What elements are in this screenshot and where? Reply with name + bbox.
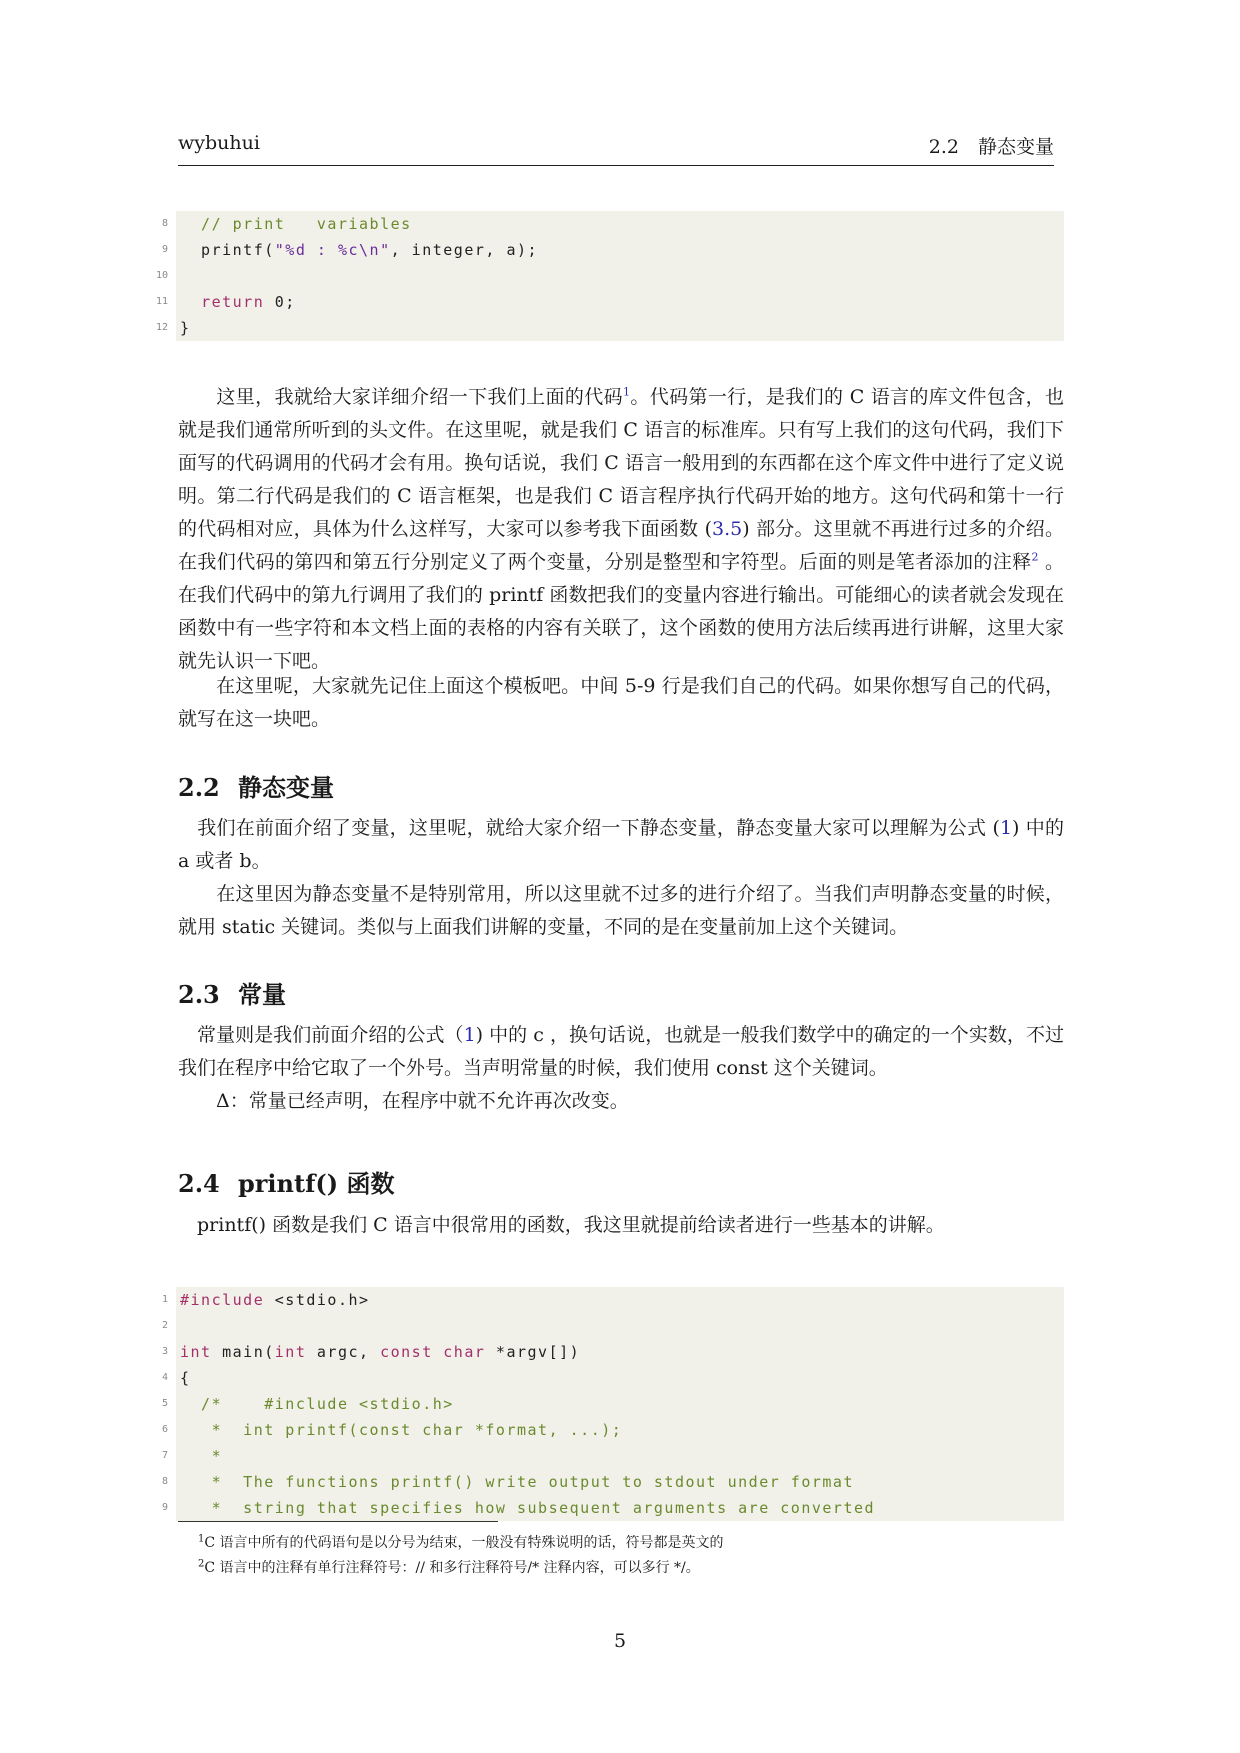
para-text: ) 中的 a 或者 b。	[178, 817, 1064, 872]
para-text: 这里，我就给大家详细介绍一下我们上面的代码	[216, 386, 623, 408]
code-token: const char	[380, 1343, 486, 1361]
code-line	[161, 1417, 1064, 1443]
code-token: #include	[180, 1291, 265, 1309]
code-line	[161, 1313, 1064, 1339]
code-token: // print variables	[180, 215, 412, 233]
code-line	[161, 1469, 1064, 1495]
code-line	[161, 237, 1064, 263]
code-token: *argv[])	[485, 1343, 581, 1361]
footnote-text: C 语言中所有的代码语句是以分号为结束，一般没有特殊说明的话，符号都是英文的	[204, 1535, 724, 1551]
code-line	[161, 211, 1064, 237]
line-number: 3	[161, 1346, 168, 1357]
paragraph-static-intro	[178, 812, 1064, 878]
para-text: printf() 函数是我们 C 语言中很常用的函数，我这里就提前给读者进行一些基本的讲解。	[197, 1214, 945, 1236]
line-number: 2	[161, 1320, 168, 1331]
code-token: "%d : %c\n"	[274, 241, 391, 259]
para-text: 。代码第一行，是我们的 C 语言的库文件包含，也就是我们通常所听到的头文件。在这里呢，就是我们 C 语言的标准库。只有写上我们的这句代码，我们下面写的代码调用的代码才会有用。换句话说，我们 C 语言一般用到的东西都在这个库文件中进行了定义说明。第二行代码是我们的 C 语言框架，也是我们 C 语言程序执行代码开始的地方。这句代码和第十一行的代码相对应，具体为什么这样写，大家可以参考我下面函数 (	[178, 386, 1064, 540]
footnote-mark: 2	[198, 1558, 205, 1570]
footnote-2	[198, 1556, 700, 1580]
section-heading-2-2	[178, 768, 334, 803]
line-number: 9	[161, 1502, 168, 1513]
paragraph-constant-note	[178, 1085, 1064, 1118]
section-number: 2.4	[178, 1169, 220, 1198]
footnote-1	[198, 1531, 724, 1555]
line-number: 5	[161, 1398, 168, 1409]
footnote-ref-2[interactable]: 2	[1031, 550, 1039, 564]
code-line	[161, 1339, 1064, 1365]
line-number: 1	[161, 1294, 168, 1305]
paragraph-static-keyword	[178, 878, 1064, 944]
line-number: 12	[155, 322, 168, 333]
function-ref-link[interactable]: 3.5	[712, 518, 743, 540]
code-line	[161, 1365, 1064, 1391]
para-text: 我们在前面介绍了变量，这里呢，就给大家介绍一下静态变量，静态变量大家可以理解为公式 (	[197, 817, 1000, 839]
footnote-text: C 语言中的注释有单行注释符号：// 和多行注释符号/* 注释内容，可以多行 */。	[204, 1560, 700, 1576]
footnote-rule	[178, 1521, 498, 1522]
code-token: return	[201, 293, 265, 311]
section-heading-2-4	[178, 1164, 394, 1199]
para-text: 常量则是我们前面介绍的公式（	[197, 1024, 464, 1046]
line-number: 6	[161, 1424, 168, 1435]
line-number: 8	[161, 218, 168, 229]
section-heading-2-3	[178, 975, 286, 1010]
line-number: 4	[161, 1372, 168, 1383]
section-number: 2.3	[178, 980, 220, 1009]
paragraph-code-explanation	[178, 381, 1064, 678]
footnote-ref-1[interactable]: 1	[623, 385, 630, 399]
line-number: 10	[155, 270, 168, 281]
code-token: argc,	[306, 1343, 381, 1361]
code-token: {	[180, 1369, 191, 1387]
code-token: int	[180, 1343, 212, 1361]
code-line	[155, 289, 1064, 315]
code-listing-1	[155, 211, 1064, 341]
section-title: 常量	[238, 980, 286, 1009]
code-token: , integer, a);	[390, 241, 539, 259]
para-text: ) 中的 c ，换句话说，也就是一般我们数学中的确定的一个实数，不过我们在程序中给它取了一个外号。当声明常量的时候，我们使用 const 这个关键词。	[178, 1024, 1064, 1079]
code-token: int	[274, 1343, 307, 1361]
running-header	[178, 132, 1054, 166]
code-token: 0;	[264, 293, 296, 311]
code-listing-2	[161, 1287, 1064, 1521]
para-text: ) 部分。这里就不再进行过多的介绍。在我们代码的第四和第五行分别定义了两个变量，分别是整型和字符型。后面的则是笔者添加的注释	[178, 518, 1064, 573]
section-title: printf() 函数	[238, 1169, 395, 1198]
code-token: *	[180, 1447, 223, 1465]
footnote-mark: 1	[198, 1533, 205, 1545]
header-section: 2.2 静态变量	[928, 136, 1054, 158]
code-line	[155, 315, 1064, 341]
para-text: 在这里呢，大家就先记住上面这个模板吧。中间 5-9 行是我们自己的代码。如果你想写自己的代码，就写在这一块吧。	[178, 675, 1064, 730]
code-token	[180, 293, 201, 311]
code-token: printf(	[180, 241, 275, 259]
code-line	[161, 1443, 1064, 1469]
code-line	[155, 263, 1064, 289]
code-token: }	[180, 319, 191, 337]
header-author: wybuhui	[178, 132, 260, 154]
code-token: * int printf(const char *format, ...);	[180, 1421, 623, 1439]
code-line	[161, 1391, 1064, 1417]
line-number: 11	[155, 296, 168, 307]
line-number: 9	[161, 244, 168, 255]
code-token: /* #include <stdio.h>	[180, 1395, 454, 1413]
formula-ref-link[interactable]: 1	[463, 1024, 476, 1046]
section-title: 静态变量	[238, 773, 334, 802]
para-text: Δ：常量已经声明，在程序中就不允许再次改变。	[216, 1090, 629, 1112]
formula-ref-link[interactable]: 1	[999, 817, 1013, 839]
paragraph-printf-intro	[178, 1209, 1064, 1242]
para-text: 在这里因为静态变量不是特别常用，所以这里就不过多的进行介绍了。当我们声明静态变量的时候，就用 static 关键词。类似与上面我们讲解的变量，不同的是在变量前加上这个关键词。	[178, 883, 1064, 938]
code-token: <stdio.h>	[264, 1291, 370, 1309]
line-number: 7	[161, 1450, 168, 1461]
section-number: 2.2	[178, 773, 220, 802]
paragraph-template-note	[178, 670, 1064, 736]
code-token: main(	[211, 1343, 275, 1361]
page-number: 5	[613, 1630, 627, 1652]
paragraph-constant	[178, 1019, 1064, 1085]
code-line	[161, 1287, 1064, 1313]
line-number: 8	[161, 1476, 168, 1487]
code-token: * The functions printf() write output to stdout under format	[180, 1473, 854, 1491]
code-token: * string that specifies how subsequent arguments are converted	[180, 1499, 876, 1517]
para-text: 。在我们代码中的第九行调用了我们的 printf 函数把我们的变量内容进行输出。可能细心的读者就会发现在函数中有一些字符和本文档上面的表格的内容有关联了，这个函数的使用方法后续再进行讲解，这里大家就先认识一下吧。	[178, 551, 1064, 672]
code-line	[161, 1495, 1064, 1521]
